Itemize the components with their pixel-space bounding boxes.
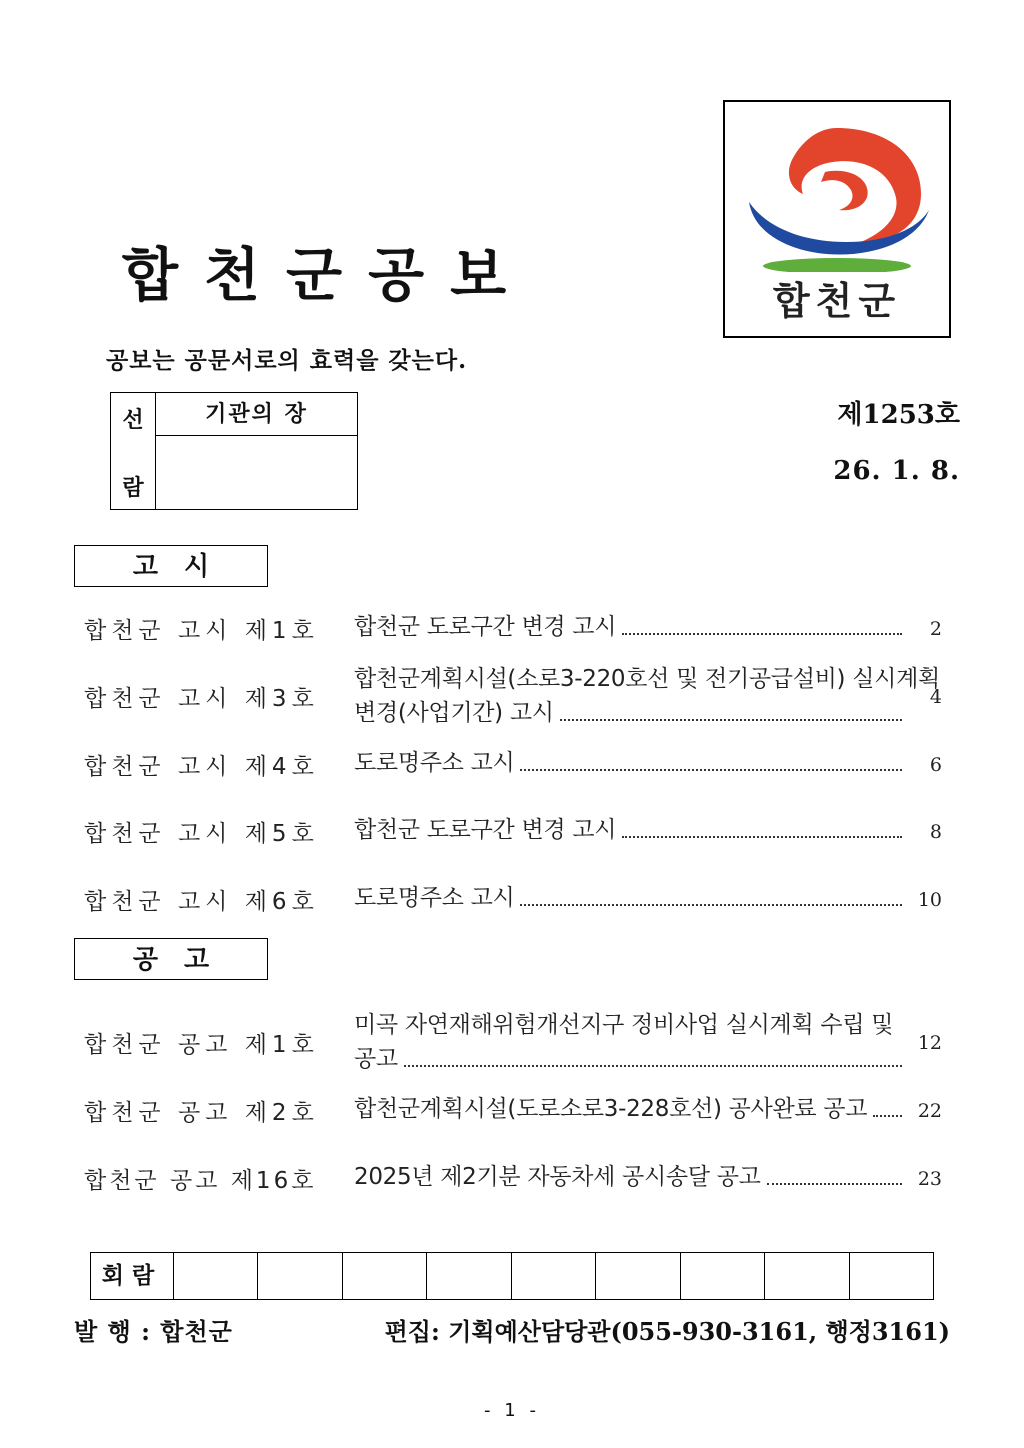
toc-entry-label: 합천군 고시 제3호 — [84, 686, 319, 712]
leader-dots — [404, 1042, 902, 1067]
leader-dots — [520, 881, 902, 906]
leader-dots — [622, 813, 902, 838]
toc-entry-page: 22 — [917, 1100, 942, 1122]
toc-entry-title: 합천군 도로구간 변경 고시 — [354, 817, 617, 843]
circulation-cell — [850, 1253, 933, 1299]
circulation-label: 회람 — [91, 1253, 174, 1299]
toc-entry-page: 2 — [929, 618, 942, 640]
toc-entry-page: 12 — [917, 1032, 942, 1054]
toc-entry-label: 합천군 공고 제1호 — [84, 1032, 319, 1058]
toc-entry-page: 4 — [929, 686, 942, 708]
toc-entry-title: 2025년 제2기분 자동차세 공시송달 공고 — [354, 1164, 761, 1190]
issue-number: 제1253호 — [837, 400, 960, 430]
circulation-cell — [174, 1253, 258, 1299]
toc-entry-label: 합천군 고시 제1호 — [84, 618, 319, 644]
toc-entry-title: 합천군계획시설(도로소로3-228호선) 공사완료 공고 — [354, 1096, 868, 1122]
review-box-header: 기관의 장 — [156, 393, 357, 436]
circulation-cell — [512, 1253, 596, 1299]
toc-entry-title-cont: 변경(사업기간) 고시 — [354, 700, 554, 726]
toc-entry-page: 6 — [929, 754, 942, 776]
section-header-notice: 고시 — [74, 545, 268, 587]
toc-entry-title: 도로명주소 고시 — [354, 750, 515, 776]
county-emblem-icon — [725, 102, 949, 272]
circulation-cell — [427, 1253, 511, 1299]
circulation-table — [90, 1252, 934, 1300]
county-logo — [723, 100, 951, 338]
gazette-subtitle: 공보는 공문서로의 효력을 갖는다. — [106, 347, 468, 374]
logo-text: 합천군 — [772, 279, 902, 323]
toc-entry-title-cont: 공고 — [354, 1046, 398, 1072]
issue-date: 26. 1. 8. — [833, 456, 960, 486]
toc-entry-page: 10 — [917, 889, 942, 911]
toc-entry-title: 미곡 자연재해위험개선지구 정비사업 실시계획 수립 및 — [354, 1012, 894, 1038]
circulation-cell — [681, 1253, 765, 1299]
toc-entry-label: 합천군 고시 제5호 — [84, 821, 319, 847]
gazette-title: 합천군공보 — [122, 241, 533, 309]
review-box-left-column — [111, 393, 156, 509]
leader-dots — [767, 1160, 902, 1185]
toc-entry-title: 합천군 도로구간 변경 고시 — [354, 614, 617, 640]
circulation-cell — [258, 1253, 342, 1299]
toc-entry-label: 합천군 고시 제6호 — [84, 889, 319, 915]
leader-dots — [622, 610, 902, 635]
section-header-announcement: 공고 — [74, 938, 268, 980]
editor-contact: 편집: 기획예산담당관(055-930-3161, 행정3161) — [384, 1317, 950, 1346]
review-box — [110, 392, 358, 510]
circulation-cell — [765, 1253, 849, 1299]
leader-dots — [873, 1092, 902, 1117]
review-label-top: 선 — [122, 407, 144, 433]
leader-dots — [520, 746, 902, 771]
toc-entry-page: 8 — [929, 821, 942, 843]
circulation-cell — [343, 1253, 427, 1299]
page-number: - 1 - — [484, 1400, 540, 1421]
leader-dots — [560, 696, 902, 721]
toc-entry-label: 합천군 공고 제2호 — [84, 1100, 319, 1126]
toc-entry-title: 합천군계획시설(소로3-220호선 및 전기공급설비) 실시계획 — [354, 666, 940, 692]
review-label-bottom: 람 — [122, 475, 144, 501]
circulation-cell — [596, 1253, 680, 1299]
toc-entry-label: 합천군 고시 제4호 — [84, 754, 319, 780]
publisher: 발 행 : 합천군 — [74, 1317, 233, 1346]
toc-entry-title: 도로명주소 고시 — [354, 885, 515, 911]
toc-entry-label: 합천군 공고 제16호 — [84, 1168, 317, 1194]
toc-entry-page: 23 — [917, 1168, 942, 1190]
